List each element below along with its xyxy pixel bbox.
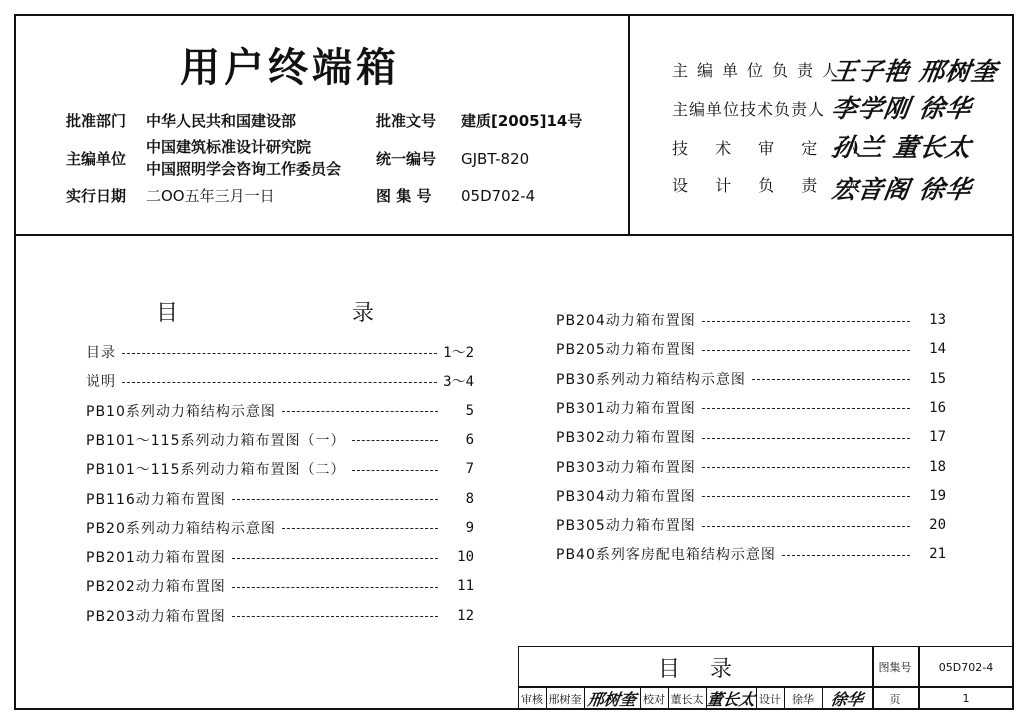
responsible-label-editor-unit: 主编单位负责人 <box>672 61 848 80</box>
title-block-page-label: 页 <box>889 692 901 706</box>
title-block-check-label: 校对 <box>643 692 665 706</box>
editor-unit-value-1: 中国建筑标准设计研究院 <box>146 138 312 156</box>
toc-entry-title: PB302动力箱布置图 <box>556 430 696 447</box>
title-block-check-name: 董长太 <box>670 692 704 706</box>
title-block-atlas-no: 05D702-4 <box>938 660 994 674</box>
toc-entry-left[interactable] <box>86 371 474 391</box>
toc-entry-page: 9 <box>465 519 474 536</box>
effective-date-label: 实行日期 <box>66 187 127 205</box>
toc-entry-title: PB40系列客房配电箱结构示意图 <box>556 547 776 564</box>
approve-doc-value: 建质[2005]14号 <box>461 112 583 130</box>
toc-entry-right[interactable] <box>556 427 946 447</box>
toc-entry-page: 8 <box>465 490 474 507</box>
title-block-review-signature: 邢树奎 <box>586 690 638 709</box>
toc-dash-leader <box>752 379 910 380</box>
toc-entry-title: PB303动力箱布置图 <box>556 459 696 476</box>
toc-entry-page: 11 <box>457 578 474 595</box>
toc-entry-title: PB10系列动力箱结构示意图 <box>86 403 276 420</box>
responsible-label-design: 设 计 负 责 人 <box>672 176 872 195</box>
toc-entry-page: 12 <box>457 607 474 624</box>
toc-heading-left: 目 <box>156 301 179 326</box>
title-block-review-label: 审核 <box>521 692 543 706</box>
toc-entry-page: 5 <box>465 402 474 419</box>
toc-entry-title: PB204动力箱布置图 <box>556 313 696 329</box>
toc-entry-left[interactable] <box>86 342 474 362</box>
toc-dash-leader <box>232 558 438 559</box>
toc-entry-page: 16 <box>929 399 946 416</box>
title-block-review-name: 邢树奎 <box>548 692 582 706</box>
toc-dash-leader <box>352 470 439 471</box>
toc-entry-title: PB202动力箱布置图 <box>86 579 226 596</box>
unified-code-value: GJBT-820 <box>461 150 530 168</box>
toc-entry-page: 15 <box>929 370 946 387</box>
toc-entry-right[interactable] <box>556 457 946 477</box>
atlas-no-label: 图 集 号 <box>376 187 432 205</box>
toc-entry-title: PB20系列动力箱结构示意图 <box>86 520 276 537</box>
toc-dash-leader <box>282 528 438 529</box>
atlas-title: 用户终端箱 <box>180 45 400 91</box>
editor-unit-value-2: 中国照明学会咨询工作委员会 <box>146 160 342 178</box>
toc-dash-leader <box>282 411 438 412</box>
toc-entry-page: 17 <box>929 429 946 446</box>
toc-entry-right[interactable] <box>556 515 946 535</box>
toc-entry-title: PB101～115系列动力箱布置图（一） <box>86 432 346 449</box>
title-block-design-signature: 徐华 <box>829 690 865 709</box>
toc-entry-right[interactable] <box>556 339 946 359</box>
toc-entry-title: PB30系列动力箱结构示意图 <box>556 371 746 388</box>
toc-dash-leader <box>702 467 910 468</box>
toc-entry-left[interactable] <box>86 606 474 626</box>
header-vertical-divider <box>628 14 630 235</box>
toc-entry-left[interactable] <box>86 489 474 509</box>
toc-entry-title: 目录 <box>86 345 116 361</box>
approve-doc-label: 批准文号 <box>376 112 437 130</box>
approve-dept-label: 批准部门 <box>66 112 127 130</box>
toc-entry-right[interactable] <box>556 398 946 418</box>
toc-entry-right[interactable] <box>556 369 946 389</box>
toc-entry-title: PB205动力箱布置图 <box>556 342 696 359</box>
header-divider <box>14 234 1014 236</box>
editor-unit-label: 主编单位 <box>66 150 127 168</box>
toc-entry-left[interactable] <box>86 518 474 538</box>
toc-entry-page: 19 <box>929 487 946 504</box>
title-block-page-no: 1 <box>962 692 970 705</box>
toc-entry-page: 18 <box>929 458 946 475</box>
toc-entry-title: PB101～115系列动力箱布置图（二） <box>86 462 346 479</box>
toc-entry-title: 说明 <box>86 374 116 391</box>
toc-dash-leader <box>702 496 910 497</box>
toc-entry-right[interactable] <box>556 310 946 330</box>
toc-dash-leader <box>782 555 910 556</box>
toc-entry-page: 13 <box>929 312 946 328</box>
responsible-label-tech: 主编单位技术负责人 <box>672 100 826 119</box>
title-block-atlas-no-label: 图集号 <box>878 661 912 674</box>
signature-tech: 李学刚 徐华 <box>829 94 974 123</box>
signature-editor-unit: 王子艳 邢树奎 <box>829 57 1000 86</box>
toc-entry-title: PB201动力箱布置图 <box>86 550 226 567</box>
toc-dash-leader <box>352 440 439 441</box>
toc-entry-page: 3～4 <box>443 374 474 391</box>
toc-entry-page: 14 <box>929 341 946 358</box>
title-block-sheet-title: 目录 <box>657 656 762 682</box>
toc-entry-left[interactable] <box>86 459 474 479</box>
title-block-check-signature: 董长太 <box>705 690 757 709</box>
toc-dash-leader <box>702 526 910 527</box>
toc-dash-leader <box>122 353 437 354</box>
toc-entry-page: 21 <box>929 546 946 563</box>
toc-entry-left[interactable] <box>86 547 474 567</box>
responsible-label-review: 技 术 审 定 人 <box>672 139 872 158</box>
toc-entry-page: 1～2 <box>443 345 474 361</box>
toc-dash-leader <box>702 408 910 409</box>
toc-entry-page: 6 <box>465 431 474 448</box>
toc-entry-title: PB301动力箱布置图 <box>556 400 696 417</box>
title-block-design-label: 设计 <box>759 692 781 706</box>
toc-entry-page: 20 <box>929 517 946 534</box>
toc-entry-page: 10 <box>457 549 474 566</box>
title-block-design-name: 徐华 <box>792 692 814 706</box>
toc-entry-left[interactable] <box>86 401 474 421</box>
toc-entry-left[interactable] <box>86 430 474 450</box>
toc-dash-leader <box>702 321 910 322</box>
signature-review: 孙兰 董长太 <box>829 133 974 162</box>
toc-dash-leader <box>232 499 438 500</box>
toc-entry-title: PB304动力箱布置图 <box>556 488 696 505</box>
toc-entry-right[interactable] <box>556 544 946 564</box>
unified-code-label: 统一编号 <box>376 150 437 168</box>
toc-dash-leader <box>232 587 438 588</box>
effective-date-value: 二OO五年三月一日 <box>146 187 275 205</box>
approve-dept-value: 中华人民共和国建设部 <box>146 112 297 130</box>
toc-dash-leader <box>702 438 910 439</box>
toc-entry-page: 7 <box>465 461 474 478</box>
toc-entry-title: PB305动力箱布置图 <box>556 518 696 535</box>
toc-dash-leader <box>232 616 438 617</box>
toc-heading-right: 录 <box>352 301 375 326</box>
toc-dash-leader <box>122 382 437 383</box>
toc-entry-right[interactable] <box>556 486 946 506</box>
toc-entry-left[interactable] <box>86 576 474 596</box>
signature-design: 宏音阁 徐华 <box>829 175 974 204</box>
toc-dash-leader <box>702 350 910 351</box>
toc-entry-title: PB203动力箱布置图 <box>86 608 226 625</box>
toc-entry-title: PB116动力箱布置图 <box>86 491 226 508</box>
atlas-no-value: 05D702-4 <box>461 187 536 205</box>
